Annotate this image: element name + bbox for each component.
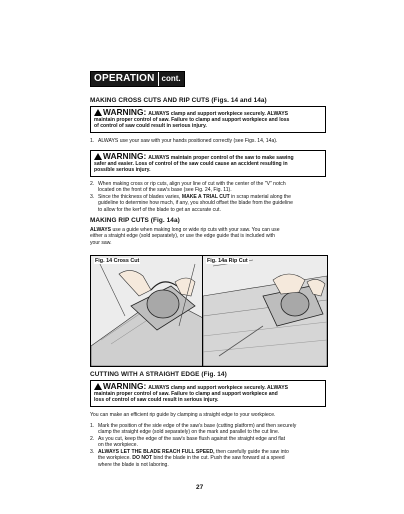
warning-text: ALWAYS maintain proper control of the saw to make sawing [148,155,294,161]
rip-cut-paragraph: ALWAYS use a guide when making long or wide rip cuts with your saw. You can use either a straight edge (sold separately), or use the edge guide that is included with your saw. [90,227,280,246]
warning-text: maintain proper control of saw. Failure to clamp and support workpiece and loss [94,117,290,124]
straight-edge-intro: You can make an efficient rip guide by clamping a straight edge to your workpiece. [90,412,276,418]
banner-cont: cont. [158,72,184,86]
list-item: 1. ALWAYS use your saw with your hands positioned correctly (see Figs. 14, 14a). [90,138,278,144]
rip-cut-illustration [203,256,327,366]
warning-text: ALWAYS clamp and support workpiece securely. ALWAYS [148,111,289,117]
warning-triangle-icon [94,153,102,160]
list-item: 2. When making cross or rip cuts, align your line of cut with the center of the "V" notch located on the front of the saw's base (see Fig. 24, Fig. 11). [90,181,286,194]
warning-triangle-icon [94,109,102,116]
warning-text: maintain proper control of saw. Failure to clamp and support workpiece and [94,391,278,398]
warning-text: of control of saw could result in serious injury. [94,123,207,130]
warning-text: safer and easier. Loss of control of the saw could cause an accident resulting in [94,161,288,168]
warning-box-3 [90,380,326,407]
warning-text: possible serious injury. [94,167,151,174]
page-number: 27 [196,484,204,491]
warning-box-2 [90,150,326,177]
warning-label: WARNING: [103,151,147,161]
section-heading-cross-rip: MAKING CROSS CUTS AND RIP CUTS (Figs. 14 and 14a) [90,97,267,104]
figure-14-cross-cut [90,255,204,367]
warning-label: WARNING: [103,381,147,391]
warning-box-1 [90,106,326,133]
figure-caption: Fig. 14a Rip Cut [207,258,248,264]
list-item: 3. Since the thickness of blades varies, MAKE A TRIAL CUT in scrap material along the guideline to determine how much, if any, you should offset the blade from the guideline to allow for the kerf of the blade to get an accurate cut. [90,194,293,213]
banner-title: OPERATION [91,72,158,86]
warning-label: WARNING: [103,107,147,117]
section-heading-straight-edge: CUTTING WITH A STRAIGHT EDGE (Fig. 14) [90,371,227,378]
operation-banner [90,71,185,87]
list-item: 2. As you cut, keep the edge of the saw's base flush against the straight edge and flat on the workpiece. [90,436,286,449]
warning-triangle-icon [94,383,102,390]
warning-text: ALWAYS clamp and support workpiece securely. ALWAYS [148,385,289,391]
list-item: 3. ALWAYS LET THE BLADE REACH FULL SPEED, then carefully guide the saw into the workpiece. DO NOT bind the blade in the cut. Push the saw forward at a speed where the blade is not laboring. [90,449,289,468]
figure-14a-rip-cut [202,255,328,367]
figure-caption: Fig. 14 Cross Cut [95,258,140,264]
list-item: 1. Mark the position of the side edge of the saw's base (cutting platform) and then securely clamp the straight edge (sold separately) on the mark and parallel to the cut line. [90,423,297,436]
warning-text: loss of control of saw could result in serious injury. [94,397,219,404]
section-heading-rip-cuts: MAKING RIP CUTS (Fig. 14a) [90,217,180,224]
cross-cut-illustration [91,256,203,366]
